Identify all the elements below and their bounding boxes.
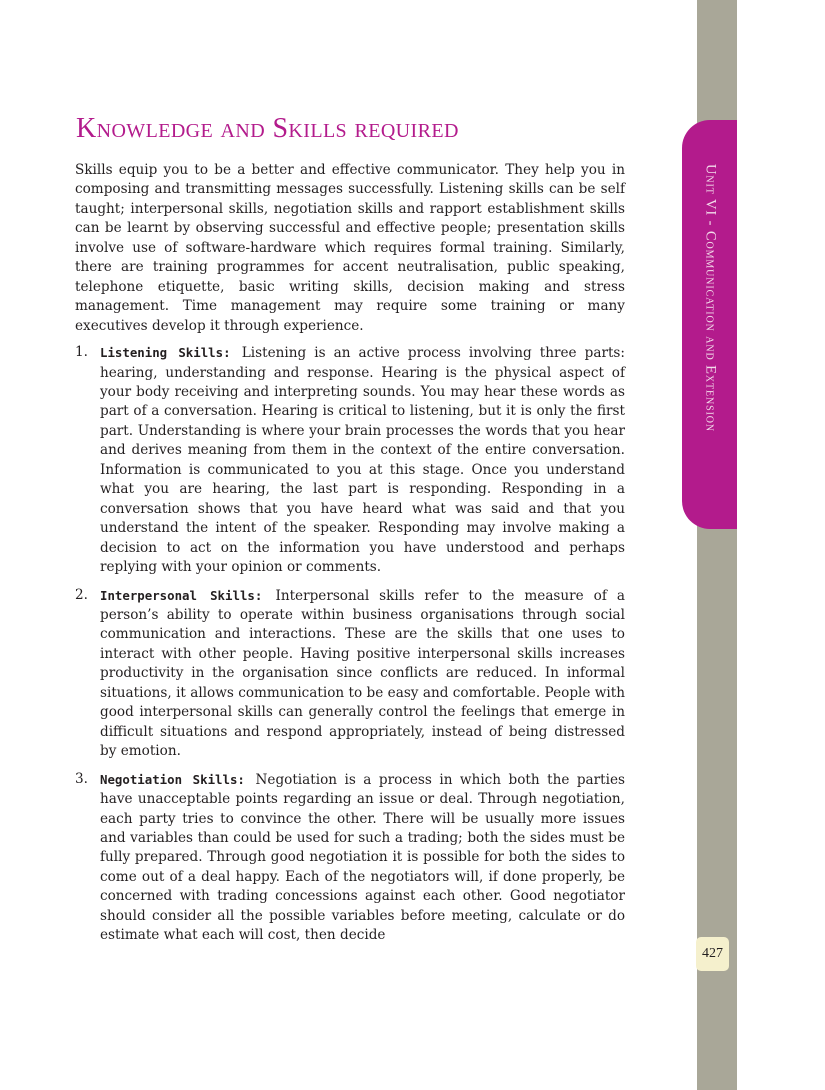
unit-tab-label: Unit VI - Communication and Extension: [702, 164, 718, 433]
list-item-number: 2.: [75, 586, 88, 603]
list-item-number: 1.: [75, 344, 88, 361]
list-item-term: Listening Skills:: [100, 345, 242, 361]
list-item-number: 3.: [75, 770, 88, 787]
section-title: Knowledge and Skills required: [76, 113, 459, 144]
skills-list: [75, 343, 625, 946]
unit-tab: [682, 120, 737, 529]
list-item-text: Listening is an active process involving three parts: hearing, understanding and response. Hearing is the physical aspect of your body receiving and interpreting sounds. You may hear these words as part of a conversation. Hearing is critical to listening, but it is only the first part. Understanding is where your brain processes the words that you hear and derives meaning from them in the context of the entire conversation. Information is communicated to you at this stage. Once you understand what you are hearing, the last part is responding. Responding in a conversation shows that you have heard what was said and that you understand the intent of the speaker. Responding may involve making a decision to act on the information you have understood and perhaps replying with your opinion or comments.: [100, 345, 625, 576]
list-item-term: Interpersonal Skills:: [100, 587, 276, 603]
list-item-listening-skills: [75, 343, 625, 577]
list-item-term: Negotiation Skills:: [100, 771, 256, 787]
list-item-interpersonal-skills: [75, 586, 625, 762]
list-item-negotiation-skills: [75, 770, 625, 946]
page-number: 427: [696, 937, 729, 971]
list-item-text: Interpersonal skills refer to the measure of a person’s ability to operate within business organisations through social communication and interactions. These are the skills that one uses to interact with other people. Having positive interpersonal skills increases productivity in the organisation since conflicts are reduced. In informal situations, it allows communication to be easy and comfortable. People with good interpersonal skills can generally control the feelings that emerge in difficult situations and respond appropriately, instead of being distressed by emotion.: [100, 587, 625, 760]
body-content: [75, 161, 625, 954]
list-item-text: Negotiation is a process in which both the parties have unacceptable points regarding an issue or deal. Through negotiation, each party tries to convince the other. There will be usually more issues and variables than could be used for such a trading; both the sides must be fully prepared. Through good negotiation it is possible for both the sides to come out of a deal happy. Each of the negotiators will, if done properly, be concerned with trading concessions against each other. Good negotiator should consider all the possible variables before meeting, calculate or do estimate what each will cost, then decide: [100, 771, 625, 944]
intro-paragraph: Skills equip you to be a better and effective communicator. They help you in composing and transmitting messages successfully. Listening skills can be self taught; interpersonal skills, negotiation skills and rapport establishment skills can be learnt by observing successful and effective people; presentation skills involve use of software-hardware which requires formal training. Similarly, there are training programmes for accent neutralisation, public speaking, telephone etiquette, basic writing skills, decision making and stress management. Time management may require some training or many executives develop it through experience.: [75, 162, 625, 334]
